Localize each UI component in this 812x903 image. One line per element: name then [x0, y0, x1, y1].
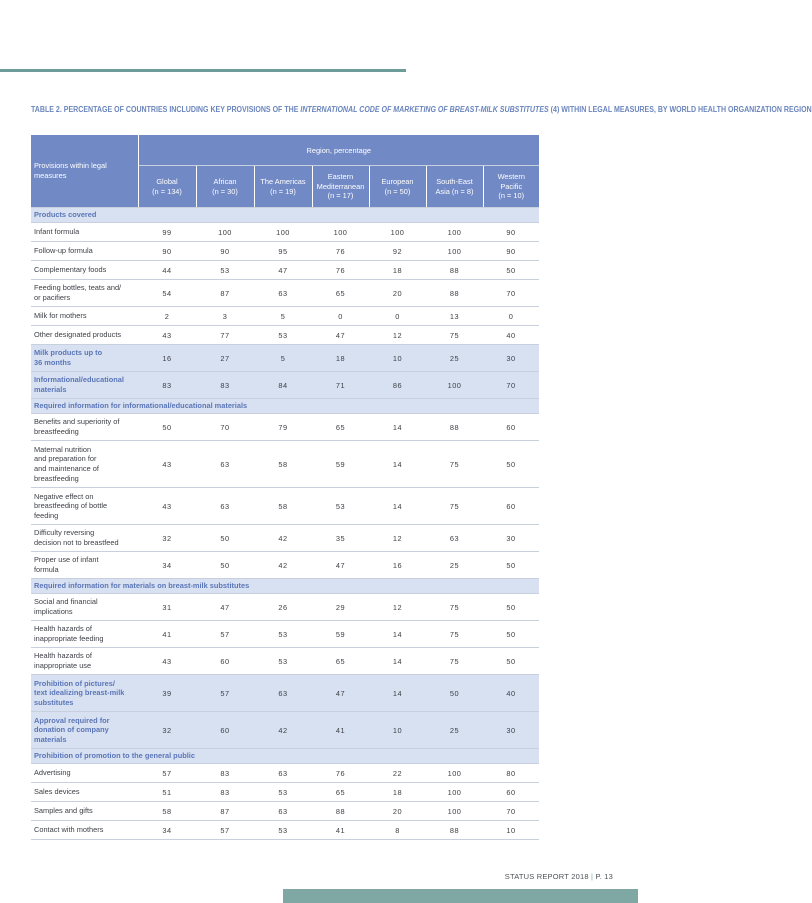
percentage-cell: 57 — [138, 764, 196, 783]
provision-label: Health hazards of inappropriate use — [31, 648, 138, 675]
percentage-cell: 31 — [138, 594, 196, 621]
percentage-cell: 50 — [138, 414, 196, 441]
table-row — [31, 525, 539, 552]
provision-label: Prohibition of pictures/ text idealizing breast-milk substitutes — [31, 675, 138, 712]
percentage-cell: 50 — [196, 525, 254, 552]
percentage-cell: 53 — [254, 783, 312, 802]
percentage-cell: 47 — [312, 326, 369, 345]
section-title: Required information for materials on breast-milk substitutes — [31, 579, 539, 594]
provision-label: Difficulty reversing decision not to breastfeed — [31, 525, 138, 552]
table-row — [31, 594, 539, 621]
percentage-cell: 50 — [483, 552, 539, 579]
percentage-cell: 14 — [369, 414, 426, 441]
provision-label: Health hazards of inappropriate feeding — [31, 621, 138, 648]
percentage-cell: 65 — [312, 783, 369, 802]
percentage-cell: 65 — [312, 414, 369, 441]
provisions-column-header: Provisions within legal measures — [31, 135, 138, 208]
percentage-cell: 87 — [196, 802, 254, 821]
provision-label: Informational/educational materials — [31, 372, 138, 399]
percentage-cell: 92 — [369, 242, 426, 261]
percentage-cell: 95 — [254, 242, 312, 261]
percentage-cell: 58 — [138, 802, 196, 821]
percentage-cell: 8 — [369, 821, 426, 840]
percentage-cell: 30 — [483, 525, 539, 552]
percentage-cell: 90 — [483, 242, 539, 261]
table-row — [31, 345, 539, 372]
percentage-cell: 60 — [483, 783, 539, 802]
percentage-cell: 42 — [254, 552, 312, 579]
percentage-cell: 63 — [196, 488, 254, 525]
percentage-cell: 20 — [369, 280, 426, 307]
percentage-cell: 88 — [426, 280, 483, 307]
bottom-decorative-rule — [283, 889, 638, 903]
percentage-cell: 86 — [369, 372, 426, 399]
percentage-cell: 88 — [426, 261, 483, 280]
percentage-cell: 47 — [196, 594, 254, 621]
table-row — [31, 223, 539, 242]
provision-label: Contact with mothers — [31, 821, 138, 840]
percentage-cell: 18 — [369, 783, 426, 802]
provision-label: Samples and gifts — [31, 802, 138, 821]
provision-label: Proper use of infant formula — [31, 552, 138, 579]
percentage-cell: 75 — [426, 488, 483, 525]
percentage-cell: 100 — [312, 223, 369, 242]
percentage-cell: 65 — [312, 648, 369, 675]
table-row — [31, 712, 539, 749]
percentage-cell: 59 — [312, 621, 369, 648]
provision-label: Maternal nutrition and preparation for and maintenance of breastfeeding — [31, 441, 138, 488]
provision-label: Advertising — [31, 764, 138, 783]
report-title: STATUS REPORT 2018 — [504, 872, 589, 881]
table-header-row-1 — [31, 135, 539, 166]
section-header-row — [31, 208, 539, 223]
percentage-cell: 47 — [312, 552, 369, 579]
percentage-cell: 90 — [483, 223, 539, 242]
region-name: Eastern Mediterranean — [316, 172, 365, 191]
percentage-cell: 63 — [254, 764, 312, 783]
percentage-cell: 14 — [369, 441, 426, 488]
percentage-cell: 53 — [254, 326, 312, 345]
percentage-cell: 83 — [196, 783, 254, 802]
region-name: Western Pacific — [497, 172, 525, 191]
percentage-cell: 83 — [196, 764, 254, 783]
percentage-cell: 0 — [312, 307, 369, 326]
page-number: P. 13 — [595, 872, 613, 881]
percentage-cell: 13 — [426, 307, 483, 326]
percentage-cell: 88 — [312, 802, 369, 821]
percentage-cell: 47 — [312, 675, 369, 712]
percentage-cell: 90 — [138, 242, 196, 261]
percentage-cell: 99 — [138, 223, 196, 242]
percentage-cell: 70 — [196, 414, 254, 441]
footer-separator: | — [591, 872, 594, 881]
percentage-cell: 88 — [426, 414, 483, 441]
top-decorative-rule — [0, 69, 406, 72]
percentage-cell: 40 — [483, 326, 539, 345]
percentage-cell: 50 — [483, 621, 539, 648]
provision-label: Milk products up to 36 months — [31, 345, 138, 372]
percentage-cell: 63 — [254, 280, 312, 307]
percentage-cell: 83 — [196, 372, 254, 399]
percentage-cell: 43 — [138, 488, 196, 525]
provision-label: Milk for mothers — [31, 307, 138, 326]
percentage-cell: 10 — [483, 821, 539, 840]
percentage-cell: 70 — [483, 372, 539, 399]
percentage-cell: 12 — [369, 525, 426, 552]
percentage-cell: 50 — [426, 675, 483, 712]
table-row — [31, 648, 539, 675]
table-row — [31, 280, 539, 307]
provision-label: Approval required for donation of company materials — [31, 712, 138, 749]
percentage-cell: 18 — [369, 261, 426, 280]
region-name: European — [381, 177, 414, 186]
percentage-cell: 41 — [138, 621, 196, 648]
percentage-cell: 53 — [196, 261, 254, 280]
table-row — [31, 675, 539, 712]
section-title: Products covered — [31, 208, 539, 223]
percentage-cell: 16 — [138, 345, 196, 372]
provision-label: Negative effect on breastfeeding of bottle feeding — [31, 488, 138, 525]
region-name: Global — [156, 177, 178, 186]
region-percentage-header: Region, percentage — [138, 135, 539, 166]
percentage-cell: 60 — [196, 712, 254, 749]
region-name: South-East Asia (n = 8) — [435, 177, 474, 196]
percentage-cell: 50 — [196, 552, 254, 579]
percentage-cell: 59 — [312, 441, 369, 488]
percentage-cell: 100 — [369, 223, 426, 242]
percentage-cell: 10 — [369, 345, 426, 372]
percentage-cell: 75 — [426, 441, 483, 488]
percentage-cell: 70 — [483, 802, 539, 821]
percentage-cell: 26 — [254, 594, 312, 621]
provision-label: Follow-up formula — [31, 242, 138, 261]
region-column-header — [312, 166, 369, 208]
percentage-cell: 50 — [483, 594, 539, 621]
percentage-cell: 77 — [196, 326, 254, 345]
percentage-cell: 71 — [312, 372, 369, 399]
percentage-cell: 30 — [483, 345, 539, 372]
percentage-cell: 100 — [254, 223, 312, 242]
percentage-cell: 84 — [254, 372, 312, 399]
percentage-cell: 63 — [426, 525, 483, 552]
percentage-cell: 60 — [196, 648, 254, 675]
table-row — [31, 802, 539, 821]
percentage-cell: 42 — [254, 712, 312, 749]
percentage-cell: 50 — [483, 441, 539, 488]
percentage-cell: 53 — [254, 648, 312, 675]
table-row — [31, 488, 539, 525]
percentage-cell: 43 — [138, 326, 196, 345]
percentage-cell: 100 — [426, 223, 483, 242]
percentage-cell: 60 — [483, 414, 539, 441]
table-row — [31, 242, 539, 261]
table-row — [31, 372, 539, 399]
region-column-header — [196, 166, 254, 208]
percentage-cell: 25 — [426, 552, 483, 579]
percentage-cell: 50 — [483, 648, 539, 675]
percentage-cell: 54 — [138, 280, 196, 307]
percentage-cell: 47 — [254, 261, 312, 280]
provision-label: Feeding bottles, teats and/ or pacifiers — [31, 280, 138, 307]
percentage-cell: 41 — [312, 712, 369, 749]
percentage-cell: 75 — [426, 648, 483, 675]
percentage-cell: 60 — [483, 488, 539, 525]
provision-label: Infant formula — [31, 223, 138, 242]
percentage-cell: 53 — [254, 621, 312, 648]
percentage-cell: 63 — [254, 802, 312, 821]
percentage-cell: 40 — [483, 675, 539, 712]
percentage-cell: 58 — [254, 441, 312, 488]
percentage-cell: 63 — [254, 675, 312, 712]
percentage-cell: 29 — [312, 594, 369, 621]
percentage-cell: 75 — [426, 326, 483, 345]
region-sample-size: (n = 134) — [152, 186, 182, 196]
caption-part2: (4) WITHIN LEGAL MEASURES, BY WORLD HEALTH ORGANIZATION REGION — [548, 104, 812, 114]
percentage-cell: 35 — [312, 525, 369, 552]
region-column-header — [254, 166, 312, 208]
caption-part1: TABLE 2. PERCENTAGE OF COUNTRIES INCLUDING KEY PROVISIONS OF THE — [31, 104, 301, 114]
region-column-header — [369, 166, 426, 208]
provision-label: Other designated products — [31, 326, 138, 345]
region-sample-size: (n = 10) — [498, 191, 525, 201]
percentage-cell: 87 — [196, 280, 254, 307]
region-sample-size: (n = 50) — [384, 186, 411, 196]
percentage-cell: 76 — [312, 764, 369, 783]
region-sample-size: (n = 17) — [327, 191, 354, 201]
caption-italic-title: INTERNATIONAL CODE OF MARKETING OF BREAST-MILK SUBSTITUTES — [300, 104, 549, 114]
page-footer — [505, 872, 613, 881]
table-body — [31, 208, 539, 840]
region-sample-size: (n = 30) — [212, 186, 238, 196]
percentage-cell: 0 — [483, 307, 539, 326]
percentage-cell: 44 — [138, 261, 196, 280]
percentage-cell: 83 — [138, 372, 196, 399]
percentage-cell: 5 — [254, 345, 312, 372]
percentage-cell: 30 — [483, 712, 539, 749]
table-row — [31, 441, 539, 488]
percentage-cell: 0 — [369, 307, 426, 326]
region-name: The Americas — [260, 177, 306, 186]
percentage-cell: 100 — [426, 783, 483, 802]
percentage-cell: 32 — [138, 712, 196, 749]
percentage-cell: 14 — [369, 488, 426, 525]
percentage-cell: 12 — [369, 326, 426, 345]
percentage-cell: 100 — [196, 223, 254, 242]
percentage-cell: 51 — [138, 783, 196, 802]
percentage-cell: 20 — [369, 802, 426, 821]
percentage-cell: 39 — [138, 675, 196, 712]
percentage-cell: 42 — [254, 525, 312, 552]
section-title: Required information for informational/educational materials — [31, 399, 539, 414]
percentage-cell: 88 — [426, 821, 483, 840]
percentage-cell: 63 — [196, 441, 254, 488]
table-row — [31, 326, 539, 345]
percentage-cell: 25 — [426, 345, 483, 372]
percentage-cell: 2 — [138, 307, 196, 326]
percentage-cell: 3 — [196, 307, 254, 326]
percentage-cell: 57 — [196, 675, 254, 712]
percentage-cell: 10 — [369, 712, 426, 749]
table-row — [31, 621, 539, 648]
percentage-cell: 79 — [254, 414, 312, 441]
table-row — [31, 783, 539, 802]
region-sample-size: (n = 19) — [270, 186, 296, 196]
percentage-cell: 70 — [483, 280, 539, 307]
percentage-cell: 43 — [138, 648, 196, 675]
percentage-cell: 18 — [312, 345, 369, 372]
percentage-cell: 57 — [196, 821, 254, 840]
percentage-cell: 34 — [138, 821, 196, 840]
provision-label: Benefits and superiority of breastfeeding — [31, 414, 138, 441]
percentage-cell: 50 — [483, 261, 539, 280]
percentage-cell: 58 — [254, 488, 312, 525]
percentage-cell: 16 — [369, 552, 426, 579]
percentage-cell: 100 — [426, 802, 483, 821]
percentage-cell: 12 — [369, 594, 426, 621]
provision-label: Sales devices — [31, 783, 138, 802]
percentage-cell: 75 — [426, 594, 483, 621]
percentage-cell: 100 — [426, 764, 483, 783]
table-row — [31, 261, 539, 280]
percentage-cell: 76 — [312, 242, 369, 261]
region-column-header — [138, 166, 196, 208]
percentage-cell: 57 — [196, 621, 254, 648]
section-title: Prohibition of promotion to the general public — [31, 749, 539, 764]
table-row — [31, 414, 539, 441]
percentage-cell: 100 — [426, 372, 483, 399]
table-row — [31, 821, 539, 840]
provisions-table — [31, 135, 539, 840]
percentage-cell: 14 — [369, 621, 426, 648]
section-header-row — [31, 579, 539, 594]
percentage-cell: 43 — [138, 441, 196, 488]
table-row — [31, 307, 539, 326]
region-column-header — [483, 166, 539, 208]
percentage-cell: 25 — [426, 712, 483, 749]
percentage-cell: 5 — [254, 307, 312, 326]
table-row — [31, 764, 539, 783]
percentage-cell: 32 — [138, 525, 196, 552]
percentage-cell: 27 — [196, 345, 254, 372]
percentage-cell: 65 — [312, 280, 369, 307]
provision-label: Social and financial implications — [31, 594, 138, 621]
percentage-cell: 34 — [138, 552, 196, 579]
region-column-header — [426, 166, 483, 208]
percentage-cell: 14 — [369, 675, 426, 712]
percentage-cell: 53 — [254, 821, 312, 840]
section-header-row — [31, 749, 539, 764]
percentage-cell: 75 — [426, 621, 483, 648]
percentage-cell: 53 — [312, 488, 369, 525]
percentage-cell: 41 — [312, 821, 369, 840]
table-caption — [31, 103, 812, 116]
percentage-cell: 76 — [312, 261, 369, 280]
percentage-cell: 100 — [426, 242, 483, 261]
percentage-cell: 22 — [369, 764, 426, 783]
percentage-cell: 14 — [369, 648, 426, 675]
section-header-row — [31, 399, 539, 414]
percentage-cell: 80 — [483, 764, 539, 783]
percentage-cell: 90 — [196, 242, 254, 261]
region-name: African — [213, 177, 237, 186]
table-row — [31, 552, 539, 579]
provision-label: Complementary foods — [31, 261, 138, 280]
